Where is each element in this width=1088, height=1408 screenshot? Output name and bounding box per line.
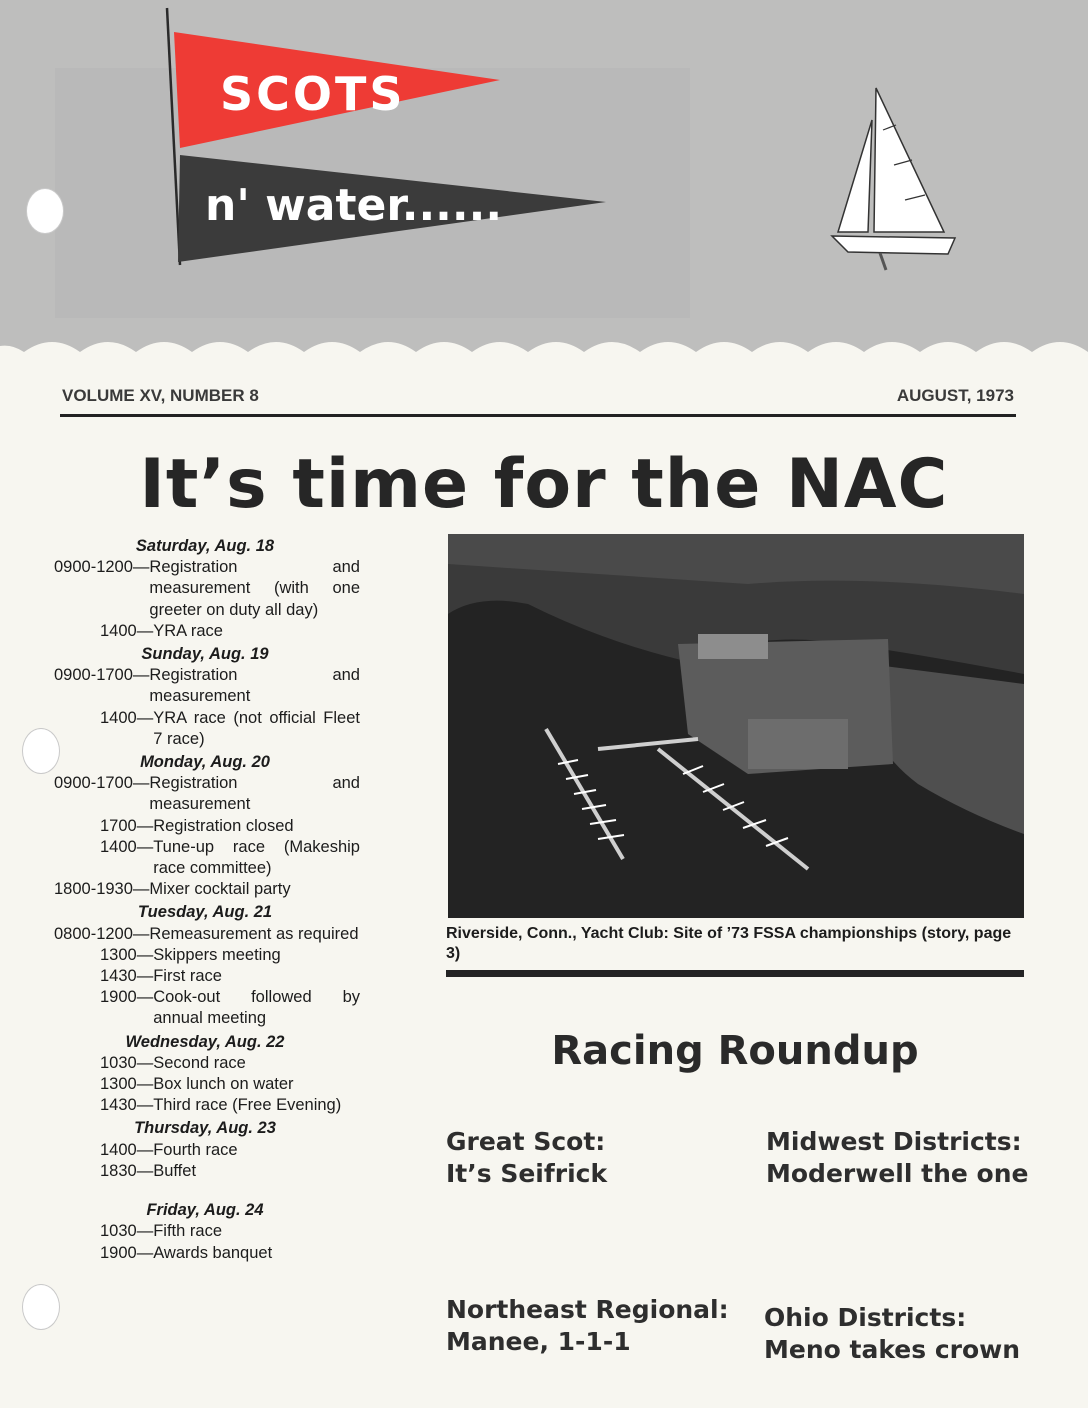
schedule-time: 1400— [100,1140,154,1159]
schedule-description: YRA race (not official Fleet 7 race) [153,708,360,748]
schedule-description: Registration closed [153,816,294,835]
schedule-description: Box lunch on water [153,1075,294,1094]
pennant-bottom-text: n' water...... [205,180,503,231]
schedule-entry [50,1053,360,1074]
schedule-time: 0900-1200— [54,558,150,577]
schedule-time: 1030— [100,1053,154,1072]
story-headline-line: Moderwell the one [766,1159,1029,1188]
story-headline [446,1294,729,1358]
racing-roundup-title: Racing Roundup [551,1028,919,1074]
schedule-time: 1300— [100,945,154,964]
story-headline [766,1126,1028,1190]
schedule-description: Mixer cocktail party [149,880,291,899]
schedule-entry [50,1074,360,1095]
schedule-time: 1700— [100,816,154,835]
schedule-description: Registration and measurement [149,774,360,814]
binder-hole [26,188,64,234]
schedule-day-heading: Monday, Aug. 20 [140,753,270,772]
schedule-description: Remeasurement as required [149,924,359,943]
schedule-time: 0800-1200— [54,924,150,943]
schedule-day-heading: Thursday, Aug. 23 [134,1119,276,1138]
schedule-description: Fourth race [153,1140,238,1159]
schedule-time: 1030— [100,1222,154,1241]
story-headline-line: Manee, 1-1-1 [446,1327,631,1356]
schedule-description: Fifth race [153,1222,222,1241]
schedule-entry [50,945,360,966]
schedule-entry [50,966,360,987]
schedule-entry [50,708,360,750]
story-headline [764,1302,1020,1366]
headline: It’s time for the NAC [139,445,949,524]
schedule-description: Awards banquet [153,1243,273,1262]
schedule-time: 1400— [100,708,154,727]
volume-label: VOLUME XV, NUMBER 8 [62,386,259,405]
photo-caption: Riverside, Conn., Yacht Club: Site of ’73 FSSA championships (story, page 3) [446,925,1012,962]
story-headline [446,1126,607,1190]
schedule-time: 1900— [100,1243,154,1262]
caption-rule [446,970,1024,977]
schedule-entry [50,621,360,642]
schedule-time: 1400— [100,837,154,856]
schedule-entry [50,924,360,945]
schedule-time: 0900-1700— [54,666,150,685]
schedule-entry [50,1140,360,1161]
schedule-entry [50,1243,360,1264]
schedule-entry [50,773,360,815]
schedule-entry [50,837,360,879]
schedule-description: Tune-up race (Makeship race committee) [153,837,360,878]
schedule-description: Registration and measurement (with one greeter on duty all day) [149,558,360,619]
masthead-art [0,0,1088,400]
schedule-description: Cook-out followed by annual meeting [153,988,360,1028]
header-rule [60,414,1016,417]
schedule-description: Skippers meeting [153,945,281,964]
schedule-time: 1800-1930— [54,880,150,899]
nac-schedule [50,534,360,1264]
binder-hole [22,1284,60,1330]
schedule-entry [50,557,360,621]
schedule-day-heading: Sunday, Aug. 19 [141,645,269,664]
schedule-time: 1400— [100,621,154,640]
schedule-day-heading: Friday, Aug. 24 [146,1201,264,1220]
schedule-description: YRA race [153,621,223,640]
story-headline-line: Midwest Districts: [766,1127,1022,1156]
schedule-entry [50,816,360,837]
schedule-description: Buffet [153,1161,197,1180]
pennant-top-text: SCOTS [220,67,406,121]
schedule-description: Third race (Free Evening) [153,1096,342,1115]
yacht-club-aerial-photo [448,534,1024,918]
schedule-entry [50,987,360,1029]
schedule-entry [50,665,360,707]
schedule-time: 0900-1700— [54,774,150,793]
schedule-time: 1430— [100,1096,154,1115]
schedule-day-heading: Saturday, Aug. 18 [135,537,275,555]
story-headline-line: Ohio Districts: [764,1303,967,1332]
story-headline-line: It’s Seifrick [446,1159,608,1188]
schedule-time: 1430— [100,967,154,986]
schedule-entry [50,1095,360,1116]
masthead [0,0,1088,400]
schedule-entry [50,1161,360,1182]
schedule-entry [50,879,360,900]
schedule-time: 1300— [100,1075,154,1094]
schedule-time: 1830— [100,1161,154,1180]
schedule-entry [50,1221,360,1242]
story-headline-line: Northeast Regional: [446,1295,729,1324]
story-headline-line: Meno takes crown [764,1335,1021,1364]
schedule-time: 1900— [100,988,154,1007]
schedule-description: First race [153,967,222,986]
schedule-day-heading: Wednesday, Aug. 22 [125,1032,285,1051]
issue-date: AUGUST, 1973 [896,386,1014,405]
wavy-banner [0,0,1088,352]
schedule-description: Second race [153,1053,246,1072]
schedule-day-heading: Tuesday, Aug. 21 [137,903,273,922]
schedule-description: Registration and measurement [149,666,360,706]
story-headline-line: Great Scot: [446,1127,606,1156]
